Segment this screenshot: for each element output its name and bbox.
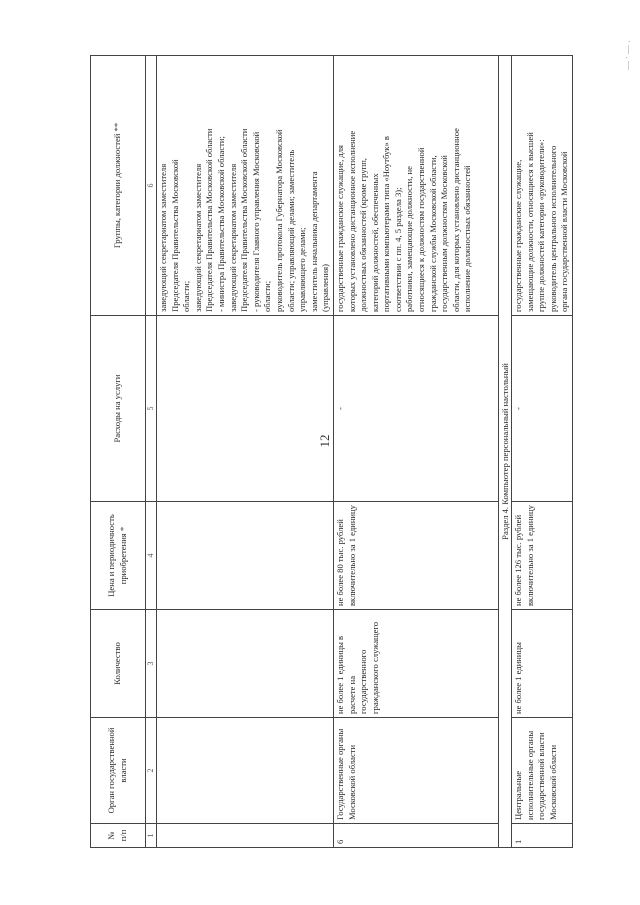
cell-num: 6 <box>333 824 498 848</box>
cell-quantity: не более 1 единицы <box>511 610 572 718</box>
cell-price: не более 80 тыс. рублей включительно за 1 единицу <box>333 502 498 610</box>
groups-line: Председателя Правительства Московской <box>169 159 180 312</box>
cell-services <box>157 316 334 502</box>
table-row <box>511 56 572 848</box>
groups-line: заместитель начальника департамента <box>308 171 319 312</box>
cell-quantity <box>157 610 334 718</box>
col-number: 3 <box>146 610 157 718</box>
groups-line: государственные гражданские служащие, для <box>334 145 345 312</box>
groups-line: категорий должностей, обеспеченных <box>369 173 380 312</box>
groups-line: Председателя Правительства Московской области <box>239 128 250 312</box>
edge-mark: · — . — <box>624 40 634 70</box>
groups-line: портативными компьютерами типа «Ноутбук» в <box>381 136 392 312</box>
groups-line: руководитель протокола Губернатора Московской <box>273 129 284 312</box>
groups-line: исполнение должностных обязанностей <box>462 165 473 312</box>
header-quantity: Количество <box>91 610 146 718</box>
header-price: Цена и периодичность приобретения * <box>91 502 146 610</box>
header-groups: Группы, категории должностей ** <box>91 56 146 316</box>
groups-line: должностных обязанностей (кроме групп, <box>358 158 369 312</box>
header-services: Расходы на услуги <box>91 316 146 502</box>
section-heading: Раздел 4. Компьютер персональный настольный <box>498 56 511 848</box>
table-header-row <box>91 56 146 848</box>
groups-line: работники, замещающие должности, не <box>404 166 415 312</box>
cell-services: - <box>333 316 498 502</box>
groups-line: области; <box>262 280 273 312</box>
section-heading-row <box>498 56 511 848</box>
groups-line: управляющего делами; <box>297 227 308 312</box>
column-number-row <box>146 56 157 848</box>
col-number: 1 <box>146 824 157 848</box>
groups-line: которых установлено дистанционное исполнение <box>346 130 357 312</box>
cell-organ: Центральные исполнительные органы государственной власти Московской области <box>511 718 572 824</box>
procurement-norms-table <box>90 55 573 848</box>
table-row <box>157 56 334 848</box>
cell-price: не более 126 тыс. рублей включительно за 1 единицу <box>511 502 572 610</box>
groups-line: государственные гражданские служащие, <box>512 159 523 312</box>
groups-line: заведующий секретариатом заместителя <box>192 163 203 312</box>
header-num: № п/п <box>91 824 146 848</box>
groups-line: (управления) <box>320 264 331 312</box>
page-number: 12 <box>317 434 332 448</box>
col-number: 6 <box>146 56 157 316</box>
cell-organ <box>157 718 334 824</box>
groups-line: государственным должностям Московской <box>439 155 450 312</box>
groups-line: области; <box>181 280 192 312</box>
groups-line: руководитель центрального исполнительного <box>547 145 558 312</box>
col-number: 2 <box>146 718 157 824</box>
col-number: 4 <box>146 502 157 610</box>
cell-groups <box>333 56 498 316</box>
groups-line: заведующий секретариатом заместителя <box>227 163 238 312</box>
groups-line: замещающие должности, относящиеся к высшей <box>524 132 535 312</box>
cell-quantity: не более 1 единицы в расчете на государственного гражданского служащего <box>333 610 498 718</box>
groups-line: гражданской службы Московской области, <box>427 155 438 312</box>
cell-services: - <box>511 316 572 502</box>
groups-line: - руководителя Главного управления Московской <box>250 131 261 312</box>
groups-line: относящиеся к должностям государственной <box>416 147 427 312</box>
header-organ: Орган государственной власти <box>91 718 146 824</box>
cell-groups <box>511 56 572 316</box>
groups-line: соответствии с пп. 4, 5 раздела 3); <box>392 187 403 312</box>
cell-num: 1 <box>511 824 572 848</box>
cell-organ: Государственные органы Московской области <box>333 718 498 824</box>
groups-line: группе должностей категории «руководители»: <box>536 139 547 312</box>
cell-price <box>157 502 334 610</box>
groups-line: Председателя Правительства Московской области <box>204 128 215 312</box>
cell-num <box>157 824 334 848</box>
rotated-table-block <box>90 56 570 848</box>
table-row <box>333 56 498 848</box>
groups-line: области; управляющий делами; заместитель <box>285 149 296 312</box>
groups-line: - министра Правительства Московской области; <box>215 136 226 312</box>
cell-groups <box>157 56 334 316</box>
groups-line: заведующий секретариатом заместителя <box>158 163 168 312</box>
groups-line: органа государственной власти Московской <box>559 151 570 312</box>
groups-line: области, для которых установлено дистанционное <box>450 128 461 312</box>
col-number: 5 <box>146 316 157 502</box>
